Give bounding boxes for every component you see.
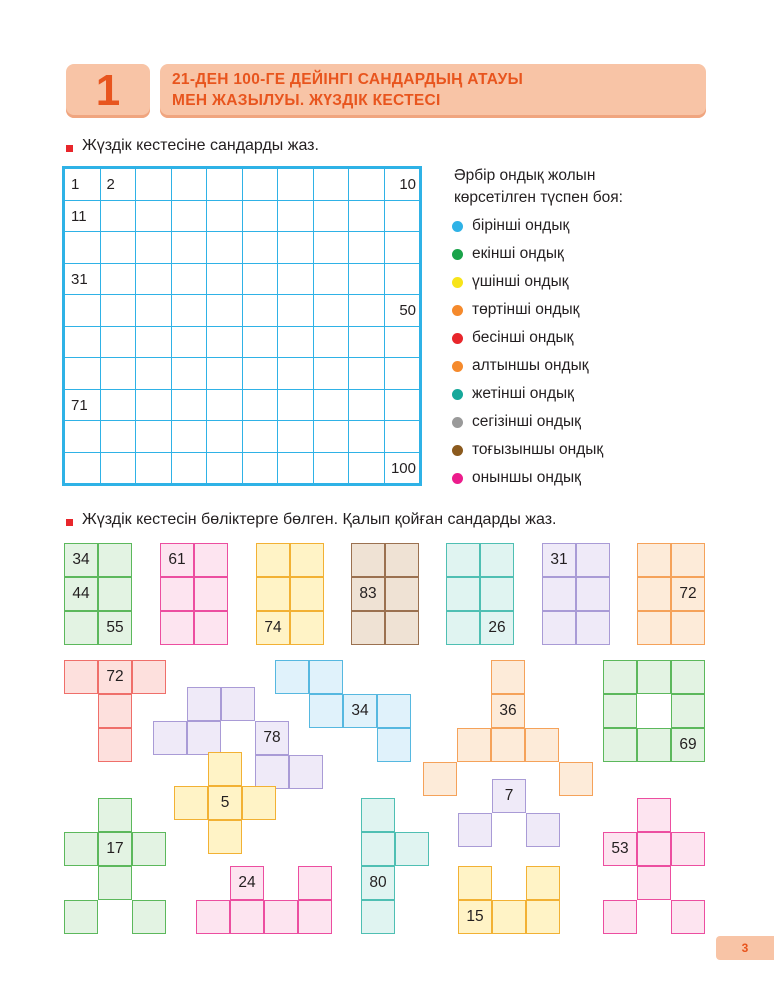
hundred-chart-cell[interactable] bbox=[171, 263, 207, 295]
hundred-chart-cell[interactable] bbox=[136, 263, 172, 295]
hundred-chart-cell[interactable] bbox=[65, 421, 101, 453]
task2-bullet bbox=[66, 519, 73, 526]
puzzle-cell[interactable] bbox=[491, 694, 525, 728]
legend-item bbox=[452, 441, 603, 459]
puzzle-cell[interactable] bbox=[309, 694, 343, 728]
puzzle-cell-number: 53 bbox=[611, 840, 629, 857]
puzzle-cell-number: 72 bbox=[106, 668, 124, 685]
hundred-chart-cell[interactable] bbox=[207, 389, 243, 421]
legend-label: тоғызыншы ондық bbox=[472, 441, 604, 458]
hundred-chart-cell[interactable] bbox=[242, 358, 278, 390]
puzzle-cell[interactable] bbox=[290, 543, 324, 577]
puzzle-cell[interactable] bbox=[526, 866, 560, 900]
puzzle-cell[interactable] bbox=[98, 543, 132, 577]
hundred-chart-cell[interactable] bbox=[65, 452, 101, 484]
puzzle-cell[interactable] bbox=[194, 577, 228, 611]
puzzle-cell-number: 34 bbox=[351, 702, 369, 719]
puzzle-cell-number: 74 bbox=[264, 619, 282, 636]
puzzle-cell[interactable] bbox=[298, 866, 332, 900]
puzzle-cell[interactable] bbox=[526, 813, 560, 847]
hundred-chart-cell[interactable] bbox=[207, 452, 243, 484]
puzzle-cell[interactable] bbox=[256, 543, 290, 577]
puzzle-cell[interactable] bbox=[132, 660, 166, 694]
puzzle-cell[interactable] bbox=[194, 611, 228, 645]
puzzle-cell-number: 5 bbox=[220, 794, 230, 811]
legend-item bbox=[452, 413, 581, 431]
hundred-chart-value: 71 bbox=[71, 396, 88, 414]
hundred-chart-cell[interactable] bbox=[171, 389, 207, 421]
puzzle-cell[interactable] bbox=[98, 611, 132, 645]
puzzle-cell[interactable] bbox=[160, 611, 194, 645]
legend-heading-line1: Әрбір ондық жолын bbox=[454, 167, 596, 184]
puzzle-cell[interactable] bbox=[361, 866, 395, 900]
task1-instruction: Жүздік кестесіне сандарды жаз. bbox=[82, 137, 319, 154]
hundred-chart-cell[interactable] bbox=[100, 232, 136, 264]
hundred-chart-cell[interactable] bbox=[313, 452, 349, 484]
legend-heading-line2: көрсетілген түспен боя: bbox=[454, 189, 623, 206]
puzzle-cell-number: 72 bbox=[679, 585, 697, 602]
puzzle-cell[interactable] bbox=[174, 786, 208, 820]
hundred-chart-cell[interactable] bbox=[136, 169, 172, 201]
hundred-chart-cell[interactable] bbox=[384, 232, 420, 264]
page-number: 3 bbox=[741, 941, 749, 955]
hundred-chart-cell[interactable] bbox=[349, 358, 385, 390]
hundred-chart-cell[interactable] bbox=[171, 358, 207, 390]
puzzle-cell[interactable] bbox=[221, 687, 255, 721]
hundred-chart-cell[interactable] bbox=[207, 295, 243, 327]
hundred-chart-cell[interactable] bbox=[278, 169, 314, 201]
puzzle-cell[interactable] bbox=[576, 577, 610, 611]
hundred-chart-cell[interactable] bbox=[278, 200, 314, 232]
puzzle-cell[interactable] bbox=[576, 543, 610, 577]
hundred-chart-cell[interactable] bbox=[384, 326, 420, 358]
hundred-chart-cell[interactable] bbox=[100, 452, 136, 484]
puzzle-cell[interactable] bbox=[637, 866, 671, 900]
puzzle-cell[interactable] bbox=[480, 611, 514, 645]
puzzle-cell[interactable] bbox=[187, 687, 221, 721]
puzzle-cell[interactable] bbox=[64, 577, 98, 611]
hundred-chart-cell[interactable] bbox=[313, 232, 349, 264]
legend-color-dot bbox=[452, 417, 463, 428]
puzzle-cell[interactable] bbox=[671, 694, 705, 728]
puzzle-cell[interactable] bbox=[637, 798, 671, 832]
hundred-chart-cell[interactable] bbox=[349, 169, 385, 201]
puzzle-cell[interactable] bbox=[637, 660, 671, 694]
legend-color-dot bbox=[452, 473, 463, 484]
hundred-chart-cell[interactable] bbox=[65, 358, 101, 390]
hundred-chart-row bbox=[65, 263, 420, 295]
hundred-chart-cell[interactable] bbox=[349, 232, 385, 264]
legend-item bbox=[452, 273, 569, 291]
hundred-chart-cell[interactable] bbox=[207, 200, 243, 232]
hundred-chart-cell[interactable] bbox=[207, 263, 243, 295]
hundred-chart-value: 2 bbox=[106, 176, 115, 193]
hundred-chart-row bbox=[65, 295, 420, 327]
puzzle-cell[interactable] bbox=[576, 611, 610, 645]
puzzle-cell[interactable] bbox=[423, 762, 457, 796]
puzzle-cell[interactable] bbox=[98, 694, 132, 728]
puzzle-cell[interactable] bbox=[98, 832, 132, 866]
puzzle-cell[interactable] bbox=[480, 543, 514, 577]
puzzle-cell[interactable] bbox=[637, 577, 671, 611]
hundred-chart-cell[interactable] bbox=[384, 358, 420, 390]
puzzle-cell[interactable] bbox=[98, 798, 132, 832]
legend-item bbox=[452, 357, 589, 375]
puzzle-cell[interactable] bbox=[637, 728, 671, 762]
hundred-chart-cell[interactable] bbox=[207, 232, 243, 264]
puzzle-cell-number: 7 bbox=[504, 787, 514, 804]
puzzle-cell[interactable] bbox=[671, 577, 705, 611]
legend-label: сегізінші ондық bbox=[472, 413, 581, 430]
hundred-chart-cell[interactable] bbox=[384, 295, 420, 327]
hundred-chart-cell[interactable] bbox=[384, 389, 420, 421]
puzzle-cell[interactable] bbox=[458, 900, 492, 934]
puzzle-cell-number: 17 bbox=[106, 840, 124, 857]
hundred-chart-cell[interactable] bbox=[349, 263, 385, 295]
puzzle-cell[interactable] bbox=[264, 900, 298, 934]
puzzle-cell-number: 15 bbox=[466, 908, 484, 925]
hundred-chart-cell[interactable] bbox=[313, 358, 349, 390]
hundred-chart-cell[interactable] bbox=[207, 169, 243, 201]
lesson-number: 1 bbox=[95, 66, 121, 115]
puzzle-cell[interactable] bbox=[559, 762, 593, 796]
hundred-chart-cell[interactable] bbox=[65, 389, 101, 421]
hundred-chart-value: 50 bbox=[399, 302, 416, 319]
lesson-title-line1: 21-ДЕН 100-ГЕ ДЕЙІНГІ САНДАРДЫҢ АТАУЫ bbox=[172, 71, 524, 88]
puzzle-cell[interactable] bbox=[351, 577, 385, 611]
hundred-chart-cell[interactable] bbox=[278, 358, 314, 390]
hundred-chart-cell[interactable] bbox=[136, 358, 172, 390]
hundred-chart-cell[interactable] bbox=[313, 295, 349, 327]
puzzle-cell[interactable] bbox=[160, 543, 194, 577]
legend-color-dot bbox=[452, 361, 463, 372]
hundred-chart-cell[interactable] bbox=[207, 358, 243, 390]
hundred-chart-cell[interactable] bbox=[207, 421, 243, 453]
legend-label: төртінші ондық bbox=[472, 301, 580, 318]
legend-color-dot bbox=[452, 389, 463, 400]
hundred-chart-cell[interactable] bbox=[278, 421, 314, 453]
legend-color-dot bbox=[452, 445, 463, 456]
puzzle-cell[interactable] bbox=[457, 728, 491, 762]
puzzle-cell[interactable] bbox=[491, 728, 525, 762]
puzzle-cell[interactable] bbox=[187, 721, 221, 755]
puzzle-cell[interactable] bbox=[671, 900, 705, 934]
puzzle-cell[interactable] bbox=[492, 779, 526, 813]
hundred-chart-cell[interactable] bbox=[171, 200, 207, 232]
legend-label: оныншы ондық bbox=[472, 469, 581, 486]
hundred-chart-cell[interactable] bbox=[242, 200, 278, 232]
puzzle-cell[interactable] bbox=[98, 728, 132, 762]
puzzle-cell[interactable] bbox=[542, 577, 576, 611]
hundred-chart-value: 100 bbox=[390, 459, 416, 477]
hundred-chart-cell[interactable] bbox=[313, 389, 349, 421]
hundred-chart-cell[interactable] bbox=[171, 421, 207, 453]
hundred-chart-value: 11 bbox=[71, 207, 87, 225]
hundred-chart-row bbox=[65, 358, 420, 390]
hundred-chart-cell[interactable] bbox=[65, 326, 101, 358]
hundred-chart-row bbox=[65, 232, 420, 264]
task2-instruction: Жүздік кестесін бөліктерге бөлген. Қалып қойған сандарды жаз. bbox=[82, 511, 557, 528]
hundred-chart-value: 31 bbox=[71, 270, 88, 288]
hundred-chart-cell[interactable] bbox=[242, 326, 278, 358]
hundred-chart-cell[interactable] bbox=[242, 452, 278, 484]
puzzle-cell[interactable] bbox=[603, 900, 637, 934]
puzzle-cell[interactable] bbox=[64, 900, 98, 934]
hundred-chart-cell[interactable] bbox=[171, 326, 207, 358]
hundred-chart-cell[interactable] bbox=[313, 200, 349, 232]
puzzle-cell[interactable] bbox=[64, 611, 98, 645]
hundred-chart-cell[interactable] bbox=[278, 263, 314, 295]
puzzle-cell[interactable] bbox=[385, 611, 419, 645]
hundred-chart-cell[interactable] bbox=[313, 326, 349, 358]
puzzle-cell[interactable] bbox=[671, 543, 705, 577]
puzzle-cell[interactable] bbox=[98, 866, 132, 900]
puzzle-cell[interactable] bbox=[361, 900, 395, 934]
puzzle-cell[interactable] bbox=[603, 832, 637, 866]
puzzle-cell[interactable] bbox=[153, 721, 187, 755]
hundred-chart-row bbox=[65, 452, 420, 484]
legend-item bbox=[452, 385, 574, 403]
legend-color-dot bbox=[452, 221, 463, 232]
hundred-chart-row bbox=[65, 326, 420, 358]
puzzle-cell[interactable] bbox=[290, 611, 324, 645]
legend-item bbox=[452, 469, 581, 487]
hundred-chart-cell[interactable] bbox=[313, 263, 349, 295]
legend-label: жетінші ондық bbox=[472, 385, 574, 402]
puzzle-cell[interactable] bbox=[385, 543, 419, 577]
hundred-chart-cell[interactable] bbox=[171, 295, 207, 327]
puzzle-cell[interactable] bbox=[637, 832, 671, 866]
puzzle-cell[interactable] bbox=[242, 786, 276, 820]
lesson-title-line2: МЕН ЖАЗЫЛУЫ. ЖҮЗДІК КЕСТЕСІ bbox=[172, 92, 441, 109]
puzzle-cell[interactable] bbox=[132, 900, 166, 934]
hundred-chart-cell[interactable] bbox=[171, 452, 207, 484]
puzzle-cell[interactable] bbox=[351, 543, 385, 577]
puzzle-cell[interactable] bbox=[256, 611, 290, 645]
hundred-chart-row bbox=[65, 200, 420, 232]
puzzle-cell[interactable] bbox=[298, 900, 332, 934]
hundred-chart-value: 1 bbox=[71, 176, 80, 193]
puzzle-cell-number: 61 bbox=[168, 551, 186, 568]
hundred-chart-cell[interactable] bbox=[100, 326, 136, 358]
puzzle-cell[interactable] bbox=[525, 728, 559, 762]
puzzle-cell[interactable] bbox=[160, 577, 194, 611]
puzzle-cell[interactable] bbox=[255, 721, 289, 755]
hundred-chart-cell[interactable] bbox=[384, 200, 420, 232]
puzzle-cell[interactable] bbox=[377, 694, 411, 728]
puzzle-cell[interactable] bbox=[275, 660, 309, 694]
hundred-chart-cell[interactable] bbox=[242, 263, 278, 295]
puzzle-cell[interactable] bbox=[492, 900, 526, 934]
puzzle-cell[interactable] bbox=[361, 798, 395, 832]
puzzle-cell[interactable] bbox=[208, 820, 242, 854]
puzzle-cell[interactable] bbox=[64, 660, 98, 694]
puzzle-cell[interactable] bbox=[132, 832, 166, 866]
hundred-chart-cell[interactable] bbox=[278, 295, 314, 327]
puzzle-cell-number: 24 bbox=[238, 874, 256, 891]
hundred-chart-cell[interactable] bbox=[384, 421, 420, 453]
legend-item bbox=[452, 217, 569, 235]
puzzle-cell[interactable] bbox=[208, 786, 242, 820]
puzzle-cell-number: 55 bbox=[106, 619, 124, 636]
hundred-chart-cell[interactable] bbox=[100, 200, 136, 232]
puzzle-cell[interactable] bbox=[637, 543, 671, 577]
hundred-chart-cell[interactable] bbox=[136, 421, 172, 453]
puzzle-cell[interactable] bbox=[351, 611, 385, 645]
puzzle-cell-number: 34 bbox=[72, 551, 90, 568]
puzzle-cell[interactable] bbox=[603, 694, 637, 728]
puzzle-cell[interactable] bbox=[395, 832, 429, 866]
puzzle-cell[interactable] bbox=[542, 543, 576, 577]
hundred-chart-cell[interactable] bbox=[65, 232, 101, 264]
puzzle-cell[interactable] bbox=[230, 866, 264, 900]
hundred-chart-cell[interactable] bbox=[100, 421, 136, 453]
puzzle-cell[interactable] bbox=[458, 866, 492, 900]
hundred-chart bbox=[64, 168, 420, 484]
hundred-chart-cell[interactable] bbox=[100, 263, 136, 295]
puzzle-cell[interactable] bbox=[208, 752, 242, 786]
puzzle-cell[interactable] bbox=[290, 577, 324, 611]
puzzle-cell[interactable] bbox=[343, 694, 377, 728]
hundred-chart-cell[interactable] bbox=[136, 200, 172, 232]
legend-item bbox=[452, 245, 564, 263]
legend-heading bbox=[454, 165, 623, 209]
hundred-chart-cell[interactable] bbox=[100, 295, 136, 327]
page-number-tab bbox=[716, 936, 774, 960]
hundred-chart-cell[interactable] bbox=[349, 452, 385, 484]
puzzle-cell[interactable] bbox=[98, 577, 132, 611]
legend-label: үшінші ондық bbox=[472, 273, 569, 290]
hundred-chart-cell[interactable] bbox=[207, 326, 243, 358]
hundred-chart-cell[interactable] bbox=[313, 169, 349, 201]
hundred-chart-cell[interactable] bbox=[65, 295, 101, 327]
hundred-chart-cell[interactable] bbox=[349, 421, 385, 453]
puzzle-cell[interactable] bbox=[255, 755, 289, 789]
hundred-chart-value: 10 bbox=[399, 176, 416, 193]
hundred-chart-cell[interactable] bbox=[242, 232, 278, 264]
puzzle-cell-number: 31 bbox=[550, 551, 568, 568]
puzzle-cell[interactable] bbox=[385, 577, 419, 611]
hundred-chart-cell[interactable] bbox=[384, 452, 420, 484]
hundred-chart-cell[interactable] bbox=[136, 389, 172, 421]
hundred-chart-cell[interactable] bbox=[242, 421, 278, 453]
hundred-chart-cell[interactable] bbox=[136, 295, 172, 327]
puzzle-cell[interactable] bbox=[671, 611, 705, 645]
hundred-chart-cell[interactable] bbox=[136, 326, 172, 358]
puzzle-cell-number: 83 bbox=[359, 585, 377, 602]
hundred-chart-row bbox=[65, 389, 420, 421]
puzzle-cell-number: 44 bbox=[72, 585, 90, 602]
puzzle-cell[interactable] bbox=[671, 660, 705, 694]
hundred-chart-row bbox=[65, 421, 420, 453]
legend-label: бесінші ондық bbox=[472, 329, 574, 346]
puzzle-cell-number: 36 bbox=[499, 702, 517, 719]
hundred-chart-cell[interactable] bbox=[65, 169, 101, 201]
puzzle-cell[interactable] bbox=[542, 611, 576, 645]
puzzle-cell[interactable] bbox=[256, 577, 290, 611]
legend-color-dot bbox=[452, 333, 463, 344]
hundred-chart-cell[interactable] bbox=[349, 200, 385, 232]
puzzle-cell[interactable] bbox=[446, 577, 480, 611]
hundred-chart-row bbox=[65, 169, 420, 201]
hundred-chart-cell[interactable] bbox=[313, 421, 349, 453]
lesson-title-box bbox=[160, 64, 706, 118]
puzzle-cell[interactable] bbox=[491, 660, 525, 694]
hundred-chart-cell[interactable] bbox=[100, 358, 136, 390]
puzzle-cell[interactable] bbox=[196, 900, 230, 934]
hundred-chart-cell[interactable] bbox=[242, 295, 278, 327]
puzzle-cell-number: 69 bbox=[679, 736, 697, 753]
puzzle-cell[interactable] bbox=[377, 728, 411, 762]
puzzle-cell[interactable] bbox=[64, 543, 98, 577]
puzzle-cell[interactable] bbox=[361, 832, 395, 866]
puzzle-cell[interactable] bbox=[289, 755, 323, 789]
puzzle-cell[interactable] bbox=[526, 900, 560, 934]
hundred-chart-cell[interactable] bbox=[278, 326, 314, 358]
hundred-chart-cell[interactable] bbox=[242, 169, 278, 201]
puzzle-cell[interactable] bbox=[446, 611, 480, 645]
hundred-chart-cell[interactable] bbox=[171, 232, 207, 264]
puzzle-cell-number: 78 bbox=[263, 729, 281, 746]
puzzle-cell[interactable] bbox=[309, 660, 343, 694]
puzzle-cell[interactable] bbox=[637, 611, 671, 645]
hundred-chart-cell[interactable] bbox=[278, 452, 314, 484]
hundred-chart-cell[interactable] bbox=[278, 389, 314, 421]
puzzle-cell[interactable] bbox=[671, 728, 705, 762]
puzzle-cell-number: 80 bbox=[369, 874, 387, 891]
puzzle-cell[interactable] bbox=[194, 543, 228, 577]
puzzle-cell[interactable] bbox=[603, 660, 637, 694]
hundred-chart-cell[interactable] bbox=[349, 295, 385, 327]
hundred-chart-cell[interactable] bbox=[100, 169, 136, 201]
hundred-chart-cell[interactable] bbox=[100, 389, 136, 421]
hundred-chart-cell[interactable] bbox=[171, 169, 207, 201]
hundred-chart-cell[interactable] bbox=[242, 389, 278, 421]
hundred-chart-cell[interactable] bbox=[384, 263, 420, 295]
puzzle-cell[interactable] bbox=[230, 900, 264, 934]
puzzle-cell[interactable] bbox=[480, 577, 514, 611]
hundred-chart-cell[interactable] bbox=[65, 200, 101, 232]
legend-color-dot bbox=[452, 305, 463, 316]
lesson-number-badge bbox=[66, 64, 150, 118]
legend-color-dot bbox=[452, 277, 463, 288]
puzzle-cell[interactable] bbox=[603, 728, 637, 762]
puzzle-cell[interactable] bbox=[64, 832, 98, 866]
puzzle-cell-number: 26 bbox=[488, 619, 506, 636]
puzzle-cell[interactable] bbox=[446, 543, 480, 577]
puzzle-cell[interactable] bbox=[98, 660, 132, 694]
legend-item bbox=[452, 301, 579, 319]
legend-label: екінші ондық bbox=[472, 245, 564, 262]
hundred-chart-cell[interactable] bbox=[349, 326, 385, 358]
task1-bullet bbox=[66, 145, 73, 152]
hundred-chart-cell[interactable] bbox=[136, 232, 172, 264]
legend-label: алтыншы ондық bbox=[472, 357, 589, 374]
legend-label: бірінші ондық bbox=[472, 217, 570, 234]
hundred-chart-cell[interactable] bbox=[278, 232, 314, 264]
legend-color-dot bbox=[452, 249, 463, 260]
hundred-chart-cell[interactable] bbox=[384, 169, 420, 201]
hundred-chart-cell[interactable] bbox=[349, 389, 385, 421]
legend-item bbox=[452, 329, 573, 347]
puzzle-cell[interactable] bbox=[458, 813, 492, 847]
puzzle-cell[interactable] bbox=[671, 832, 705, 866]
hundred-chart-cell[interactable] bbox=[65, 263, 101, 295]
hundred-chart-cell[interactable] bbox=[136, 452, 172, 484]
